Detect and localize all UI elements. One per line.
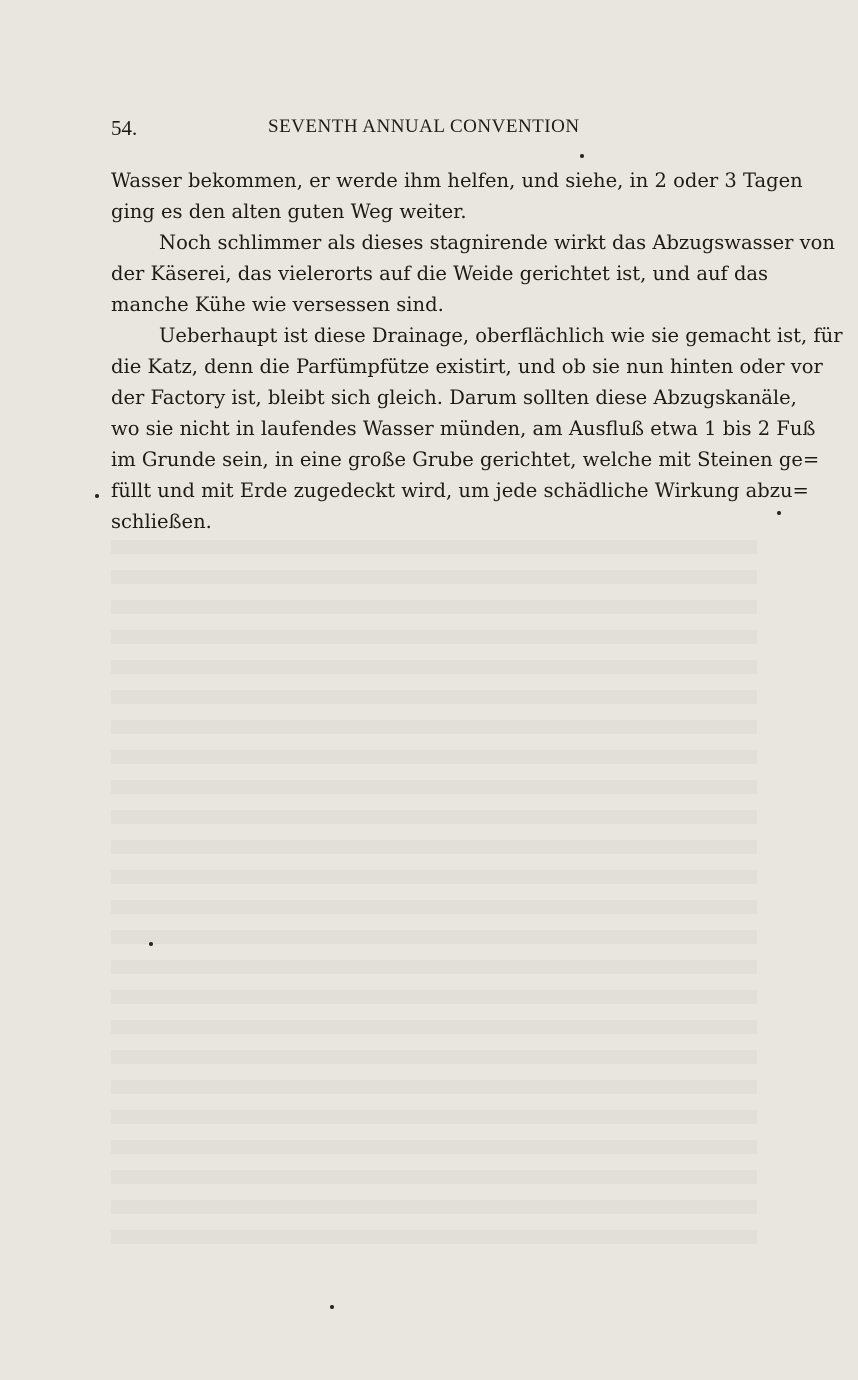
paper-speck (95, 494, 99, 498)
paper-speck (149, 942, 153, 946)
page-header (111, 116, 757, 146)
paper-speck (330, 1305, 334, 1309)
text-line: Noch schlimmer als dieses stagnirende wirkt das Abzugswasser von (159, 231, 835, 254)
text-line: die Katz, denn die Parfümpfütze existirt, und ob sie nun hinten oder vor (111, 355, 823, 378)
paper-speck (580, 154, 584, 158)
text-line: im Grunde sein, in eine große Grube gerichtet, welche mit Steinen ge= (111, 448, 820, 471)
text-line: ging es den alten guten Weg weiter. (111, 200, 467, 223)
text-line: Ueberhaupt ist diese Drainage, oberflächlich wie sie gemacht ist, für (159, 324, 843, 347)
paper-speck (777, 511, 781, 515)
text-line: wo sie nicht in laufendes Wasser münden, am Ausfluß etwa 1 bis 2 Fuß (111, 417, 816, 440)
text-line: der Käserei, das vielerorts auf die Weide gerichtet ist, und auf das (111, 262, 769, 285)
text-line: Wasser bekommen, er werde ihm helfen, und siehe, in 2 oder 3 Tagen (111, 169, 803, 192)
page-number: 54. (111, 116, 138, 140)
text-line: schließen. (111, 510, 212, 533)
body-paragraphs (111, 165, 843, 537)
text-line: der Factory ist, bleibt sich gleich. Darum sollten diese Abzugskanäle, (111, 386, 797, 409)
text-line: manche Kühe wie versessen sind. (111, 293, 444, 316)
bleed-through-texture (111, 540, 757, 1260)
text-line: füllt und mit Erde zugedeckt wird, um jede schädliche Wirkung abzu= (111, 479, 809, 502)
running-head: SEVENTH ANNUAL CONVENTION (268, 116, 580, 137)
